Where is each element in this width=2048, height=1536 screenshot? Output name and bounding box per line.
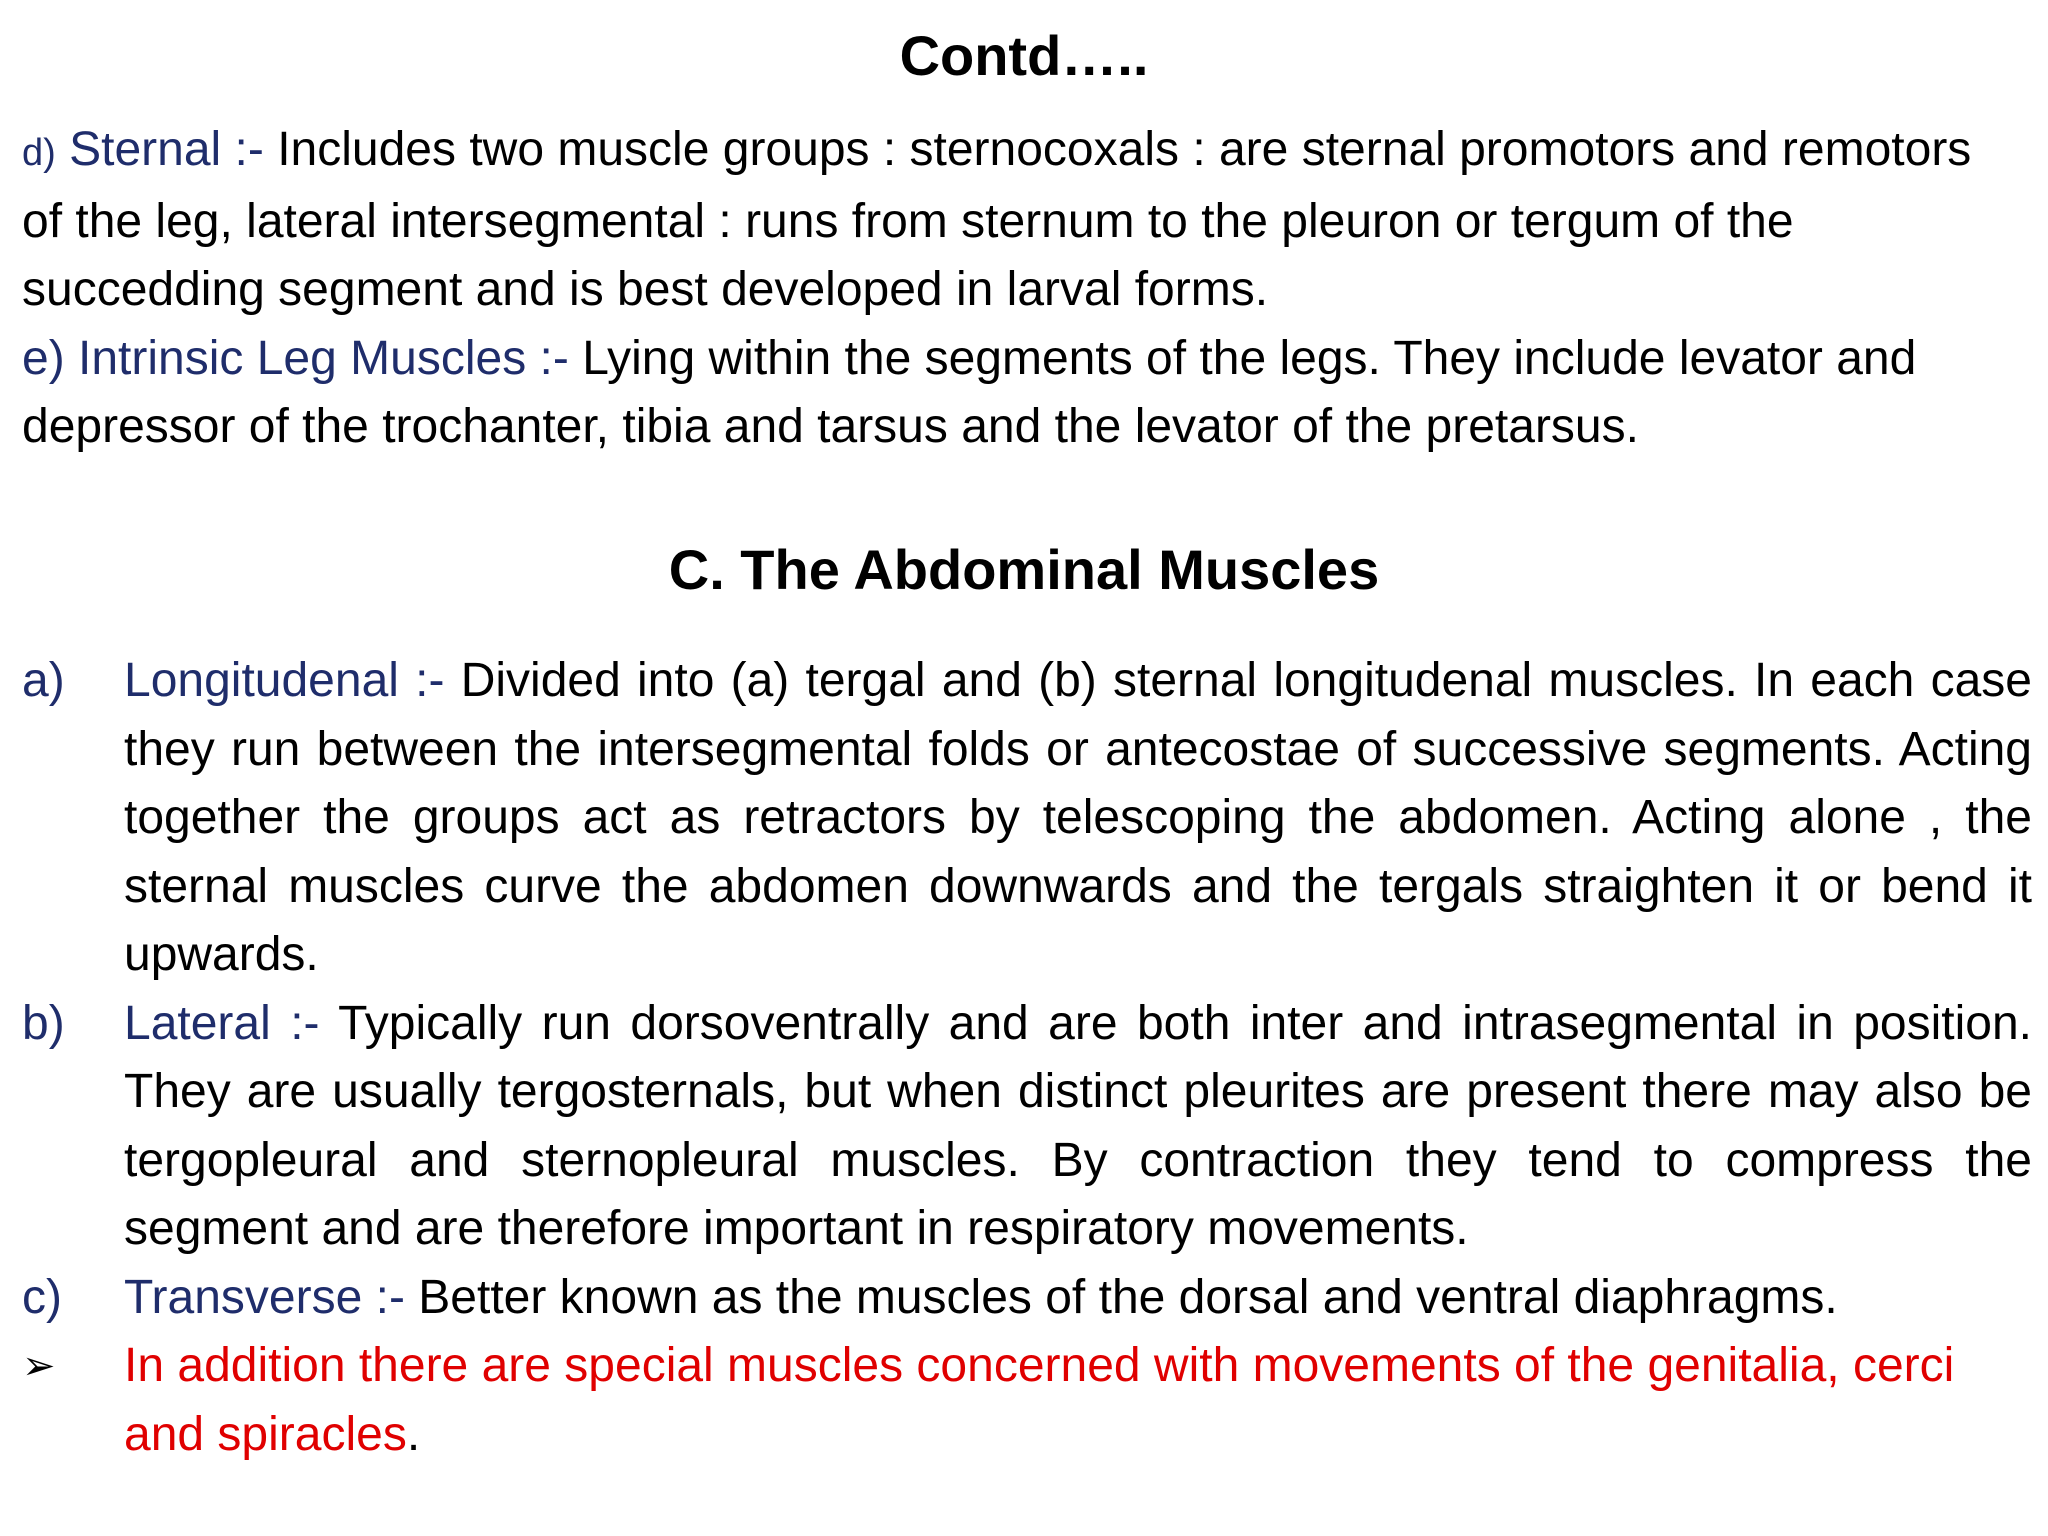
- note-item: [22, 1332, 2032, 1469]
- list-item-label: Lateral :-: [124, 996, 339, 1050]
- list-marker: a): [22, 654, 65, 707]
- section-heading: C. The Abdominal Muscles: [668, 538, 1380, 601]
- sternal-paragraph: [22, 116, 2012, 325]
- sternal-text: Includes two muscle groups : sternocoxals : are sternal promotors and remotors of the leg, lateral intersegmental : runs from sternum to the pleuron or tergum of the succedding segment and is best developed in larval forms.: [22, 123, 1972, 316]
- sternal-marker: d): [22, 132, 56, 174]
- list-item: [22, 647, 2032, 990]
- list-item-label: Transverse :-: [124, 1270, 419, 1324]
- list-item-body: [124, 1264, 2032, 1333]
- intrinsic-text: Lying within the segments of the legs. They include levator and depressor of the trochanter, tibia and tarsus and the levator of the pretarsus.: [22, 331, 1917, 453]
- list-marker: c): [22, 1270, 62, 1324]
- list-item-text: Typically run dorsoventrally and are both inter and intrasegmental in position. They are usually tergosternals, but when distinct pleurites are present there may also be tergopleural and sternopleural muscles. By contraction they tend to compress the segment and are therefore important in respiratory movements.: [124, 996, 2032, 1255]
- abdominal-muscles-list: [22, 647, 2032, 1469]
- list-item-body: [124, 647, 2032, 990]
- list-item: [22, 990, 2032, 1264]
- list-item: [22, 1264, 2032, 1333]
- note-text: In addition there are special muscles concerned with movements of the genitalia, cerci and spiracles: [124, 1339, 1955, 1461]
- list-item-label: Longitudenal :-: [124, 654, 461, 707]
- sternal-label: Sternal :-: [55, 123, 278, 176]
- arrow-bullet-icon: ➢: [22, 1344, 56, 1388]
- list-item-text: Divided into (a) tergal and (b) sternal longitudenal muscles. In each case they run between the intersegmental folds or antecostae of successive segments. Acting together the groups act as retractors by telescoping the abdomen. Acting alone , the sternal muscles curve the abdomen downwards and the tergals straighten it or bend it upwards.: [124, 654, 2032, 981]
- list-item-body: [124, 990, 2032, 1264]
- note-body: [124, 1332, 2032, 1469]
- note-end: .: [406, 1407, 421, 1461]
- slide-title: Contd…..: [899, 24, 1149, 87]
- list-marker: b): [22, 996, 65, 1050]
- thoracic-muscles-text: [22, 116, 2012, 462]
- list-item-text: Better known as the muscles of the dorsal and ventral diaphragms.: [418, 1270, 1838, 1324]
- intrinsic-paragraph: [22, 325, 2012, 462]
- intrinsic-label: e) Intrinsic Leg Muscles :-: [22, 331, 583, 385]
